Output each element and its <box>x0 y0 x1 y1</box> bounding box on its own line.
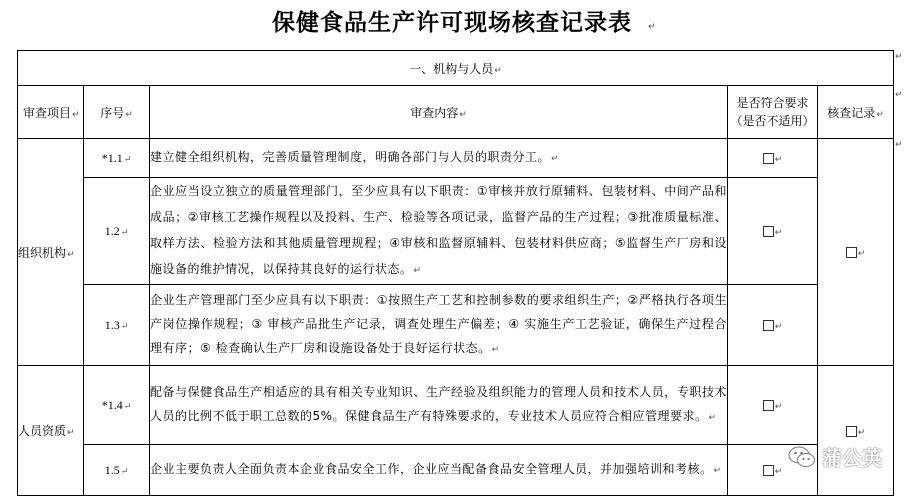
content-cell: 企业主要负责人全面负责本企业食品安全工作，企业应当配备食品安全管理人员，并加强培训和考核。↵ <box>150 445 728 496</box>
checkbox[interactable] <box>763 400 774 411</box>
content-cell: 企业应当设立独立的质量管理部门，至少应具有以下职责：①审核并放行原辅料、包装材料、中间产品和成品；②审核工艺操作规程以及投料、生产、检验等各项记录，监督产品的生产过程；③批准质量标准、取样方法、检验方法和其他质量管理规程；④审核和监督原辅料、包装材料供应商；⑤监督生产厂房和设施设备的维护情况，以保持其良好的运行状态。↵ <box>150 178 728 285</box>
content-cell: 配备与保健食品生产相适应的具有相关专业知识、生产经验及组织能力的管理人员和技术人员，专职技术人员的比例不低于职工总数的5%。保健食品生产有特殊要求的，专业技术人员应符合相应管理要求。↵ <box>150 366 728 445</box>
checkbox[interactable] <box>763 320 774 331</box>
checkbox[interactable] <box>763 153 774 164</box>
row-end-mark: ↵ <box>895 90 903 100</box>
table-row <box>18 366 894 445</box>
watermark-text: 蒲公英 <box>822 446 882 470</box>
seq-cell: 1.5↵ <box>84 445 150 496</box>
column-header-seq: 序号↵ <box>84 86 150 139</box>
section-title: 一、机构与人员↵ <box>18 51 894 86</box>
record-cell-personnel: ↵ <box>818 366 894 496</box>
checkbox[interactable] <box>763 226 774 237</box>
title-paragraph-mark: ↵ <box>648 22 656 32</box>
column-header-record: 核查记录↵ <box>818 86 894 139</box>
inspection-record-table <box>17 50 894 496</box>
content-cell: 建立健全组织机构，完善质量管理制度，明确各部门与人员的职责分工。↵ <box>150 139 728 178</box>
content-cell: 企业生产管理部门至少应具有以下职责：①按照生产工艺和控制参数的要求组织生产；②严格执行各项生产岗位操作规程；③ 审核产品批生产记录，调查处理生产偏差；④ 实施生产工艺验证，确保生产过程合理有序；⑤ 检查确认生产厂房和设施设备处于良好运行状态。↵ <box>150 285 728 366</box>
column-header-content: 审查内容↵ <box>150 86 728 139</box>
seq-cell: *1.1↵ <box>84 139 150 178</box>
row-end-mark: ↵ <box>895 52 903 62</box>
checkbox[interactable] <box>763 465 774 476</box>
conform-cell: ↵ <box>728 178 818 285</box>
conform-cell: ↵ <box>728 139 818 178</box>
conform-cell: ↵ <box>728 285 818 366</box>
table-row <box>18 285 894 366</box>
checkbox[interactable] <box>846 247 857 258</box>
watermark <box>788 442 882 471</box>
category-cell-personnel: 人员资质↵ <box>18 366 84 496</box>
row-end-mark: ↵ <box>895 140 903 150</box>
seq-cell: 1.2↵ <box>84 178 150 285</box>
wechat-icon <box>788 445 816 469</box>
seq-cell: 1.3↵ <box>84 285 150 366</box>
table-row <box>18 178 894 285</box>
conform-cell: ↵ <box>728 366 818 445</box>
seq-cell: *1.4↵ <box>84 366 150 445</box>
column-header-conform: 是否符合要求 （是否不适用） <box>728 86 818 139</box>
table-row <box>18 445 894 496</box>
table-header-row <box>18 86 894 139</box>
category-cell-organization: 组织机构↵ <box>18 139 84 366</box>
checkbox[interactable] <box>846 426 857 437</box>
section-row <box>18 51 894 86</box>
conform-cell: ↵ <box>728 445 818 496</box>
column-header-category: 审查项目↵ <box>18 86 84 139</box>
page-title: 保健食品生产许可现场核查记录表 <box>272 10 632 36</box>
record-cell-organization: ↵ <box>818 139 894 366</box>
table-row <box>18 139 894 178</box>
